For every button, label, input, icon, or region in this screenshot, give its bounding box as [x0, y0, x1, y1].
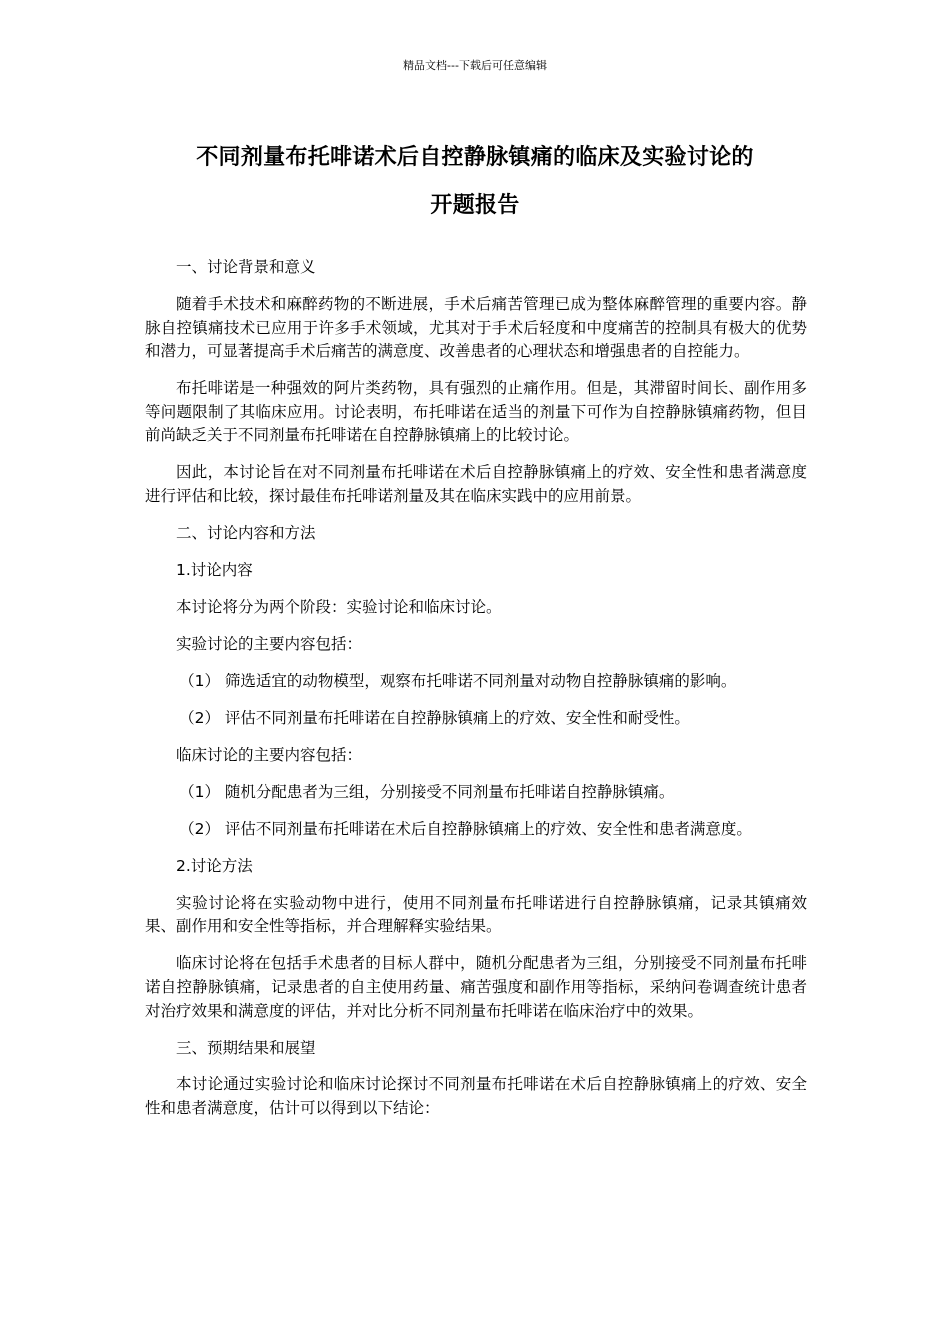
section-heading-methods: 二、讨论内容和方法 [176, 523, 316, 542]
list-item: （2） 评估不同剂量布托啡诺在自控静脉镇痛上的疗效、安全性和耐受性。 [179, 708, 690, 727]
list-item: （1） 筛选适宜的动物模型，观察布托啡诺不同剂量对动物自控静脉镇痛的影响。 [179, 671, 737, 690]
header-note: 精品文档---下载后可任意编辑 [403, 59, 547, 72]
paragraph: 实验讨论的主要内容包括： [176, 634, 363, 653]
list-item: （1） 随机分配患者为三组，分别接受不同剂量布托啡诺自控静脉镇痛。 [179, 782, 675, 801]
paragraph: 临床讨论将在包括手术患者的目标人群中，随机分配患者为三组，分别接受不同剂量布托啡诺自控静脉镇痛，记录患者的自主使用药量、痛苦强度和副作用等指标，采纳问卷调查统计患者对治疗效果和满意度的评估，并对比分析不同剂量布托啡诺在临床治疗中的效果。 [145, 954, 807, 1020]
paragraph: 布托啡诺是一种强效的阿片类药物，具有强烈的止痛作用。但是，其滞留时间长、副作用多等问题限制了其临床应用。讨论表明，布托啡诺在适当的剂量下可作为自控静脉镇痛药物，但目前尚缺乏关于不同剂量布托啡诺在自控静脉镇痛上的比较讨论。 [145, 379, 807, 445]
paragraph: 本讨论将分为两个阶段：实验讨论和临床讨论。 [176, 597, 502, 616]
section-heading-expectations: 三、预期结果和展望 [176, 1038, 316, 1057]
page-title [145, 134, 805, 230]
paragraph: 因此，本讨论旨在对不同剂量布托啡诺在术后自控静脉镇痛上的疗效、安全性和患者满意度进行评估和比较，探讨最佳布托啡诺剂量及其在临床实践中的应用前景。 [145, 463, 807, 505]
document-body [145, 256, 807, 1134]
title-line-2: 开题报告 [430, 193, 520, 218]
paragraph: 本讨论通过实验讨论和临床讨论探讨不同剂量布托啡诺在术后自控静脉镇痛上的疗效、安全性和患者满意度，估计可以得到以下结论： [145, 1075, 807, 1118]
list-item: （2） 评估不同剂量布托啡诺在术后自控静脉镇痛上的疗效、安全性和患者满意度。 [179, 819, 752, 838]
subsection-heading-method: 2.讨论方法 [176, 856, 253, 875]
paragraph: 随着手术技术和麻醉药物的不断进展，手术后痛苦管理已成为整体麻醉管理的重要内容。静脉自控镇痛技术已应用于许多手术领域，尤其对于手术后轻度和中度痛苦的控制具有极大的优势和潜力，可显著提高手术后痛苦的满意度、改善患者的心理状态和增强患者的自控能力。 [145, 294, 807, 361]
paragraph: 实验讨论将在实验动物中进行，使用不同剂量布托啡诺进行自控静脉镇痛，记录其镇痛效果、副作用和安全性等指标，并合理解释实验结果。 [145, 893, 807, 936]
paragraph: 临床讨论的主要内容包括： [176, 745, 363, 764]
section-heading-background: 一、讨论背景和意义 [176, 258, 316, 276]
title-line-1: 不同剂量布托啡诺术后自控静脉镇痛的临床及实验讨论的 [196, 145, 754, 170]
subsection-heading-content: 1.讨论内容 [176, 560, 253, 579]
